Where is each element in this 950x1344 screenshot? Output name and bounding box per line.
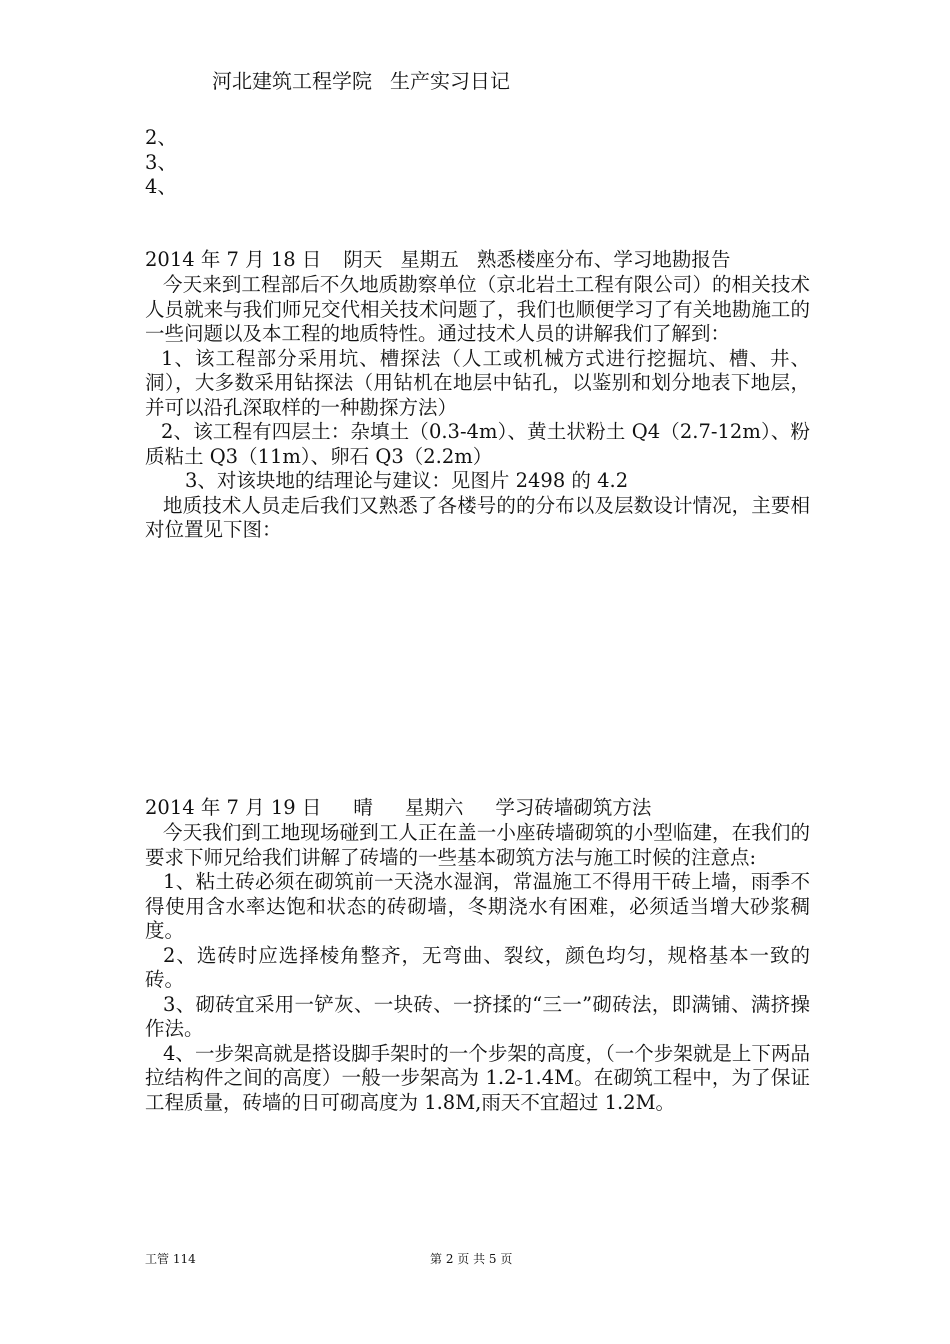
- paragraph: 3、对该块地的结理论与建议：见图片 2498 的 4.2: [185, 469, 629, 492]
- entry-topic: 熟悉楼座分布、学习地勘报告: [476, 248, 731, 271]
- entry-weather: 阴天: [343, 248, 383, 271]
- diary-entry-0718: [145, 248, 810, 543]
- paragraph: 今天我们到工地现场碰到工人正在盖一小座砖墙砌筑的小型临建，在我们的要求下师兄给我们讲解了砖墙的一些基本砌筑方法与施工时候的注意点:: [145, 821, 810, 869]
- entry-dateline: [145, 248, 810, 273]
- paragraph: 2、该工程有四层土：杂填土（0.3-4m）、黄土状粉土 Q4（2.7-12m）、粉质粘土 Q3（11m）、卵石 Q3（2.2m）: [145, 420, 810, 468]
- entry-date: 2014 年 7 月 19 日: [145, 796, 322, 819]
- list-item: 2、: [145, 126, 177, 149]
- paragraph: 1、该工程部分采用坑、槽探法（人工或机械方式进行挖掘坑、槽、井、洞），大多数采用钻探法（用钻机在地层中钻孔，以鉴别和划分地表下地层，并可以沿孔深取样的一种勘探方法）: [145, 346, 810, 419]
- paragraph: 今天来到工程部后不久地质勘察单位（京北岩土工程有限公司）的相关技术人员就来与我们师兄交代相关技术问题了，我们也顺便学习了有关地勘施工的一些问题以及本工程的地质特性。通过技术人员的讲解我们了解到：: [145, 273, 810, 345]
- list-item: 4、: [145, 175, 177, 198]
- entry-weekday: 星期五: [400, 248, 459, 271]
- footer-page-info: 第 2 页 共 5 页: [430, 1252, 513, 1266]
- paragraph: 2、选砖时应选择棱角整齐，无弯曲、裂纹，颜色均匀，规格基本一致的砖。: [145, 943, 810, 991]
- diary-entry-0719: [145, 796, 810, 1115]
- header-title: 生产实习日记: [390, 69, 510, 93]
- entry-date: 2014 年 7 月 18 日: [145, 248, 322, 271]
- numbered-list: [145, 126, 177, 200]
- page-header: [212, 68, 510, 94]
- footer-class-name: 工管 114: [145, 1252, 196, 1266]
- paragraph: 1、粘土砖必须在砌筑前一天浇水湿润，常温施工不得用干砖上墙，雨季不得使用含水率达饱和状态的砖砌墙，冬期浇水有困难，必须适当增大砂浆稠度。: [145, 870, 810, 942]
- entry-topic: 学习砖墙砌筑方法: [495, 796, 652, 819]
- paragraph: 3、砌砖宜采用一铲灰、一块砖、一挤揉的“三一”砌砖法，即满铺、满挤操作法。: [145, 992, 810, 1040]
- list-item: 3、: [145, 150, 177, 174]
- paragraph: 4、一步架高就是搭设脚手架时的一个步架的高度，（一个步架就是上下两品拉结构件之间的高度）一般一步架高为 1.2-1.4M。在砌筑工程中，为了保证工程质量，砖墙的日可砌高度为 1.8M,雨天不宜超过 1.2M。: [145, 1041, 810, 1114]
- entry-weather: 晴: [353, 796, 373, 819]
- entry-weekday: 星期六: [404, 796, 464, 819]
- header-school: 河北建筑工程学院: [212, 69, 372, 93]
- entry-dateline: [145, 796, 810, 821]
- paragraph: 地质技术人员走后我们又熟悉了各楼号的的分布以及层数设计情况，主要相对位置见下图：: [145, 493, 810, 541]
